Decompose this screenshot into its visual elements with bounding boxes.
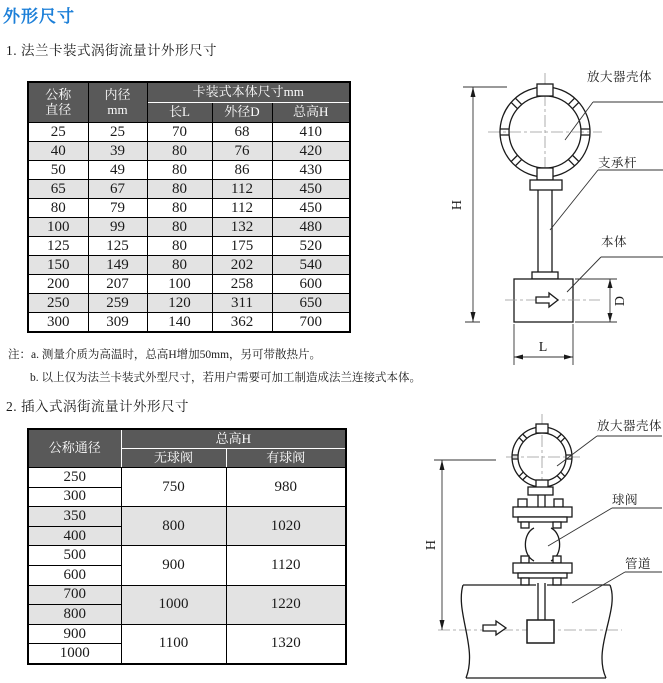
cell: 25 <box>88 123 147 142</box>
cell: 207 <box>88 275 147 294</box>
cell: 800 <box>28 605 121 625</box>
housing-collar <box>530 180 562 190</box>
flange-bolt <box>553 556 561 563</box>
dim-arrow <box>608 313 613 322</box>
cell: 125 <box>28 237 88 256</box>
dim-arrow <box>440 620 445 630</box>
col-header-length: 长L <box>147 103 212 123</box>
cell: 132 <box>212 218 272 237</box>
body-collar <box>532 272 558 279</box>
stem-rod <box>538 495 545 507</box>
cell: 500 <box>28 546 121 566</box>
flange-dimensions-table <box>27 81 351 333</box>
cell: 800 <box>121 507 226 546</box>
dim-arrow <box>608 279 613 288</box>
cell: 900 <box>28 624 121 644</box>
col-header-inner-diameter <box>88 82 147 123</box>
cell: 540 <box>272 256 350 275</box>
dim-arrow <box>514 355 523 360</box>
table-row <box>28 275 350 294</box>
cell: 430 <box>272 161 350 180</box>
flange-bolt <box>554 499 563 507</box>
table-row <box>28 123 350 142</box>
table-row <box>28 468 346 488</box>
col-header-total-height: 总高H <box>272 103 350 123</box>
cell: 1000 <box>28 644 121 664</box>
cell: 65 <box>28 180 88 199</box>
cell: 520 <box>272 237 350 256</box>
col-header-nominal-bore: 公称通径 <box>28 429 121 468</box>
cell: 76 <box>212 142 272 161</box>
cell: 650 <box>272 294 350 313</box>
table-row <box>28 199 350 218</box>
cell: 149 <box>88 256 147 275</box>
cell: 300 <box>28 313 88 333</box>
cell: 980 <box>226 468 346 507</box>
cell: 100 <box>147 275 212 294</box>
table-row <box>28 313 350 333</box>
note-b: b. 以上仅为法兰卡装式外型尺寸，若用户需要可加工制造成法兰连接式本体。 <box>30 372 421 384</box>
table-row <box>28 546 346 566</box>
cell: 900 <box>121 546 226 585</box>
lower-flange <box>513 563 572 573</box>
cell: 600 <box>28 565 121 585</box>
table-row <box>28 142 350 161</box>
table-row <box>28 218 350 237</box>
table-row <box>28 294 350 313</box>
cell: 40 <box>28 142 88 161</box>
cell: 350 <box>28 507 121 527</box>
cell: 450 <box>272 180 350 199</box>
cell: 700 <box>272 313 350 333</box>
table-row <box>28 507 346 527</box>
pipe-break-right <box>602 585 612 678</box>
table-row <box>28 256 350 275</box>
support-rod-label: 支承杆 <box>598 156 638 170</box>
housing-top-boss <box>536 424 548 433</box>
cell: 362 <box>212 313 272 333</box>
cell: 86 <box>212 161 272 180</box>
cell: 112 <box>212 180 272 199</box>
cell: 140 <box>147 313 212 333</box>
flange-bolt <box>518 499 527 507</box>
cell: 202 <box>212 256 272 275</box>
col-header-nominal-diameter <box>28 82 88 123</box>
insertion-type-diagram <box>420 400 663 683</box>
support-rod <box>538 190 552 272</box>
table-header-row <box>28 429 346 449</box>
cell: 1100 <box>121 624 226 664</box>
cell: 99 <box>88 218 147 237</box>
dim-label-h: H <box>424 539 439 551</box>
col-header-with-ball-valve: 有球阀 <box>226 449 346 468</box>
cell: 300 <box>28 487 121 507</box>
cell: 80 <box>28 199 88 218</box>
cell: 100 <box>28 218 88 237</box>
upper-flange <box>513 507 572 517</box>
cell: 1120 <box>226 546 346 585</box>
body-leader <box>567 257 663 292</box>
page-title: 外形尺寸 <box>3 7 75 26</box>
sensor-head <box>527 620 554 643</box>
cell: 68 <box>212 123 272 142</box>
pipe-label: 管道 <box>625 557 652 571</box>
cell: 400 <box>28 526 121 546</box>
cell: 250 <box>28 294 88 313</box>
cell: 80 <box>147 180 212 199</box>
probe-rod <box>538 583 545 620</box>
cell: 250 <box>28 468 121 488</box>
cell: 410 <box>272 123 350 142</box>
lower-flange-plate <box>518 573 567 578</box>
ball-valve-label: 球阀 <box>612 493 639 507</box>
cell: 80 <box>147 237 212 256</box>
pipe-break-left <box>461 585 469 678</box>
dim-arrow <box>440 460 445 470</box>
cell: 175 <box>212 237 272 256</box>
flange-bolt <box>553 522 561 528</box>
flange-type-diagram <box>430 55 663 375</box>
cell: 450 <box>272 199 350 218</box>
amplifier-housing-leader <box>557 436 662 466</box>
col-header-outer-diameter: 外径D <box>212 103 272 123</box>
col-header-total-height-group: 总高H <box>121 429 346 449</box>
cell: 1000 <box>121 585 226 624</box>
section2-heading: 2. 插入式涡街流量计外形尺寸 <box>6 399 189 414</box>
flange-bolt <box>521 556 529 563</box>
flange-bolt <box>521 522 529 528</box>
cell: 750 <box>121 468 226 507</box>
table-row <box>28 237 350 256</box>
support-rod-leader <box>550 170 663 230</box>
dim-label-l: L <box>538 340 548 355</box>
table-row <box>28 585 346 605</box>
amplifier-housing-label: 放大器壳体 <box>597 419 663 433</box>
cell: 79 <box>88 199 147 218</box>
cell: 80 <box>147 199 212 218</box>
cell: 311 <box>212 294 272 313</box>
cell: 1320 <box>226 624 346 664</box>
cell: 80 <box>147 218 212 237</box>
cell: 25 <box>28 123 88 142</box>
cell: 259 <box>88 294 147 313</box>
header-text: 公称 <box>45 86 72 102</box>
cell: 125 <box>88 237 147 256</box>
cell: 309 <box>88 313 147 333</box>
amplifier-housing-label: 放大器壳体 <box>587 70 653 84</box>
header-text: mm <box>107 101 128 117</box>
pipe-leader <box>572 572 662 603</box>
cell: 700 <box>28 585 121 605</box>
upper-flange-plate <box>518 517 567 522</box>
table-header-row <box>28 82 350 103</box>
cell: 80 <box>147 142 212 161</box>
dim-arrow <box>471 312 476 322</box>
housing-collar <box>528 487 553 495</box>
h-dimension-line <box>434 460 496 630</box>
header-text: 直径 <box>45 101 72 117</box>
col-header-no-ball-valve: 无球阀 <box>121 449 226 468</box>
housing-top-boss <box>537 84 553 96</box>
dim-label-d: D <box>613 295 628 307</box>
dim-arrow <box>471 87 476 97</box>
housing-bottom-boss <box>537 168 553 180</box>
flange-bolt <box>521 578 529 585</box>
dim-arrow <box>564 355 573 360</box>
cell: 600 <box>272 275 350 294</box>
dim-label-h: H <box>450 199 465 211</box>
cell: 80 <box>147 256 212 275</box>
table-row <box>28 624 346 644</box>
table-row <box>28 161 350 180</box>
note-a: 注：a. 测量介质为高温时，总高H增加50mm，另可带散热片。 <box>8 349 322 361</box>
insertion-dimensions-table <box>27 428 347 665</box>
cell: 258 <box>212 275 272 294</box>
h-dimension-line <box>463 87 507 322</box>
col-header-body-size-group: 卡装式本体尺寸mm <box>147 82 350 103</box>
cell: 1020 <box>226 507 346 546</box>
cell: 80 <box>147 161 212 180</box>
section1-heading: 1. 法兰卡装式涡街流量计外形尺寸 <box>6 43 217 58</box>
body-label: 本体 <box>601 235 628 249</box>
cell: 420 <box>272 142 350 161</box>
cell: 1220 <box>226 585 346 624</box>
cell: 480 <box>272 218 350 237</box>
cell: 112 <box>212 199 272 218</box>
cell: 39 <box>88 142 147 161</box>
cell: 200 <box>28 275 88 294</box>
cell: 120 <box>147 294 212 313</box>
cell: 50 <box>28 161 88 180</box>
flow-direction-arrow <box>483 621 506 635</box>
flange-bolt <box>553 578 561 585</box>
cell: 49 <box>88 161 147 180</box>
cell: 70 <box>147 123 212 142</box>
cell: 150 <box>28 256 88 275</box>
table-row <box>28 180 350 199</box>
header-text: 内径 <box>104 86 131 102</box>
cell: 67 <box>88 180 147 199</box>
